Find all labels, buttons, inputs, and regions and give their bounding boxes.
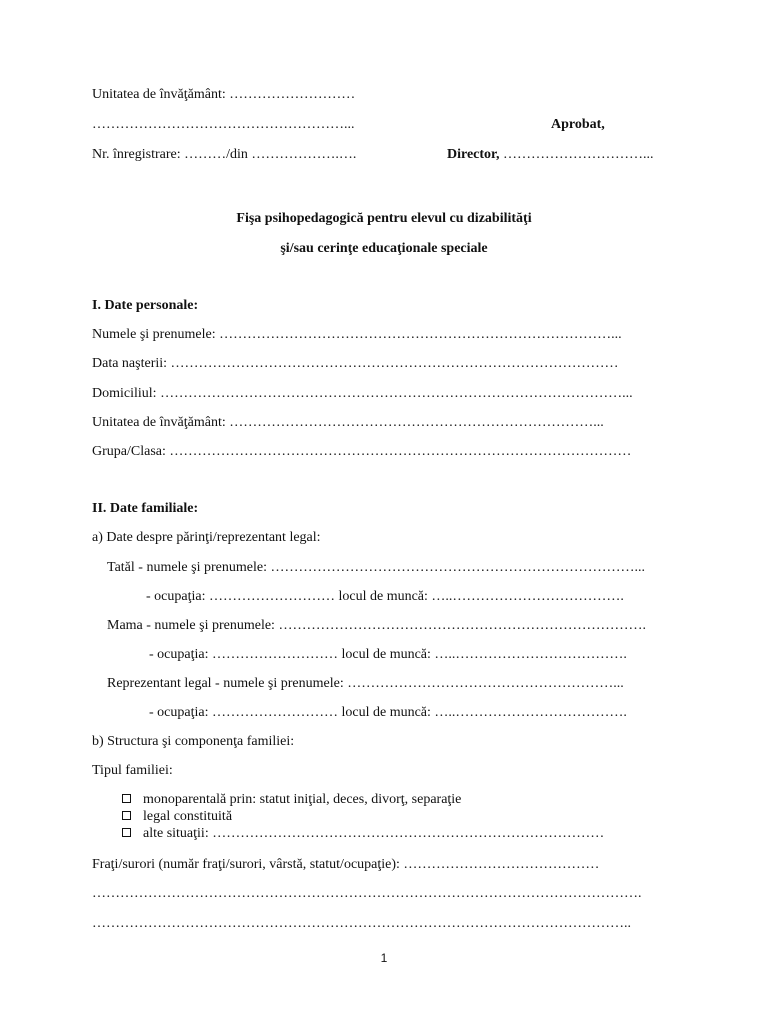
option-single-parent[interactable] [122,791,461,808]
workplace-dots: …..………………………………. [431,589,624,604]
checkbox-icon[interactable] [122,794,131,803]
siblings-dots: …………………………………… [403,857,600,872]
checkbox-icon[interactable] [122,811,131,820]
director-label: Director, [447,147,500,162]
rep-name-label: Reprezentant legal - numele şi prenumele: [107,676,344,691]
unit-label: Unitatea de învăţământ: [92,87,226,102]
registration-line [92,146,356,163]
registration-dots: ………/din ……………….…. [184,147,357,162]
occupation-label: - ocupaţia: [149,647,209,662]
rep-occupation-line [149,704,627,721]
field-dots: …………………………………………………………………………... [219,327,622,342]
field-label: Domiciliul: [92,386,157,401]
father-name-line [107,559,645,576]
blank-line-1: ………………………………………………………………………………………………………. [92,886,642,901]
other-dots: ………………………………………………………………………… [212,826,605,841]
siblings-line [92,856,599,873]
workplace-label: locul de muncă: [341,647,431,662]
field-address [92,385,633,402]
unit-dots: ……………………… [229,87,356,102]
option-label: alte situaţii: [143,826,209,841]
occupation-dots: ……………………… [211,705,338,720]
occupation-label: - ocupaţia: [146,589,206,604]
rep-name-line [107,675,624,692]
mother-name-line [107,617,646,634]
family-type-label: Tipul familiei: [92,763,173,778]
document-title-line-1: Fişa psihopedagogică pentru elevul cu dizabilităţi [236,211,532,226]
field-school-unit [92,414,604,431]
option-other[interactable] [122,825,604,842]
option-legal[interactable] [122,808,232,825]
workplace-label: locul de muncă: [341,705,431,720]
field-label: Data naşterii: [92,356,168,371]
occupation-dots: ……………………… [208,589,335,604]
siblings-label: Fraţi/surori (număr fraţi/surori, vârstă, statut/ocupaţie): [92,857,400,872]
rep-name-dots: …………………………………………………... [347,676,624,691]
father-occupation-line [146,588,624,605]
workplace-dots: …..………………………………. [434,705,627,720]
option-label: monoparentală prin: statut iniţial, deces, divorţ, separaţie [143,792,462,807]
father-name-label: Tatăl - numele şi prenumele: [107,560,267,575]
sub-b-heading: b) Structura şi componenţa familiei: [92,734,295,749]
director-dots: …………………………... [502,147,654,162]
field-label: Numele şi prenumele: [92,327,216,342]
occupation-dots: ……………………… [211,647,338,662]
director-line [447,146,653,163]
occupation-label: - ocupaţia: [149,705,209,720]
field-dots: ………………………………………………………………………………………... [160,386,633,401]
mother-name-dots: ……………………………………………………………………. [278,618,646,633]
workplace-dots: …..………………………………. [434,647,627,662]
registration-label: Nr. înregistrare: [92,147,181,162]
unit-line-2: ………………………………………………... [92,117,355,132]
field-dots: ……………………………………………………………………………………… [169,444,632,459]
mother-name-label: Mama - numele şi prenumele: [107,618,275,633]
workplace-label: locul de muncă: [338,589,428,604]
blank-line-2: …………………………………………………………………………………………………….. [92,916,631,931]
field-dots: …………………………………………………………………………………… [170,356,619,371]
field-full-name [92,326,622,343]
father-name-dots: ……………………………………………………………………... [270,560,645,575]
field-class [92,443,631,460]
section-1-heading: I. Date personale: [92,298,199,313]
unit-line [92,86,355,103]
field-birth-date [92,355,619,372]
page-number: 1 [380,951,388,965]
checkbox-icon[interactable] [122,828,131,837]
document-title-line-2: şi/sau cerinţe educaţionale speciale [280,241,488,256]
field-label: Unitatea de învăţământ: [92,415,226,430]
option-label: legal constituită [143,809,233,824]
section-2-heading: II. Date familiale: [92,501,199,516]
sub-a-heading: a) Date despre părinţi/reprezentant legal: [92,530,321,545]
field-label: Grupa/Clasa: [92,444,166,459]
field-dots: ……………………………………………………………………... [229,415,604,430]
mother-occupation-line [149,646,627,663]
approved-label: Aprobat, [551,117,605,132]
